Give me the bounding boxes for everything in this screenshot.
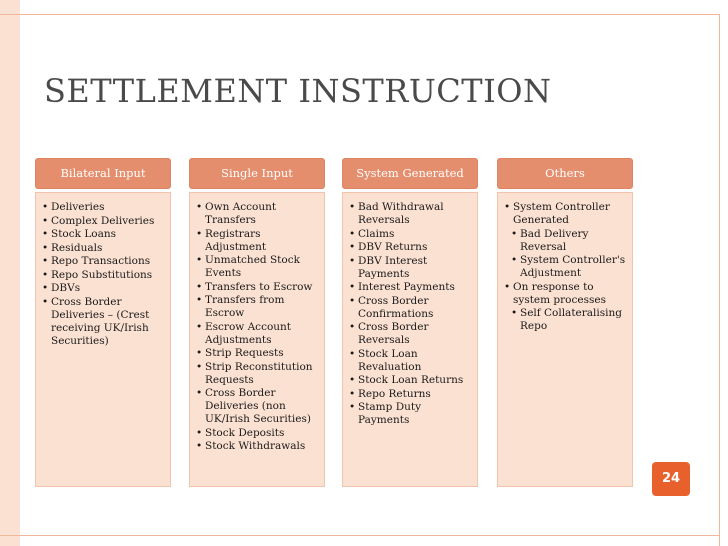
list-item-text: Cross Border Deliveries – (Crest receiving UK/Irish Securities) [51,295,150,347]
list-item-text: Complex Deliveries [51,214,155,227]
list-item-text: Transfers to Escrow [205,280,313,293]
list-item-text: Stock Loan Revaluation [358,347,422,373]
list-item-text: Registrars Adjustment [205,227,267,253]
list-item-text: DBV Interest Payments [358,254,428,280]
list-item-text: Stock Deposits [205,426,285,439]
list-item [349,295,473,321]
bullet-icon: • [42,228,49,240]
bullet-icon: • [349,201,356,213]
list-item [349,374,473,387]
item-list [42,201,166,348]
list-item-text: Bad Withdrawal Reversals [358,201,444,226]
list-item-text: Unmatched Stock Events [205,254,300,279]
list-item-text: On response to system processes [513,280,606,306]
list-item-text: Self Collateralising Repo [520,307,622,332]
bullet-icon: • [349,241,356,253]
bullet-icon: • [196,320,203,333]
bullet-icon: • [196,227,203,240]
column-header: System Generated [342,158,478,189]
list-item [196,228,320,254]
left-decorative-band [0,0,20,546]
list-item [196,440,320,453]
bullet-icon: • [349,281,356,293]
frame-right-line [719,14,720,546]
list-item [42,215,166,228]
bullet-icon: • [504,201,511,213]
list-item-text: Residuals [51,241,103,254]
list-item-text: Escrow Account Adjustments [205,320,292,346]
list-item [349,348,473,374]
bullet-icon: • [511,254,518,266]
bullet-icon: • [42,268,49,281]
bullet-icon: • [349,387,356,400]
list-item [42,255,166,268]
list-item [504,281,628,307]
list-item-text: Cross Border Reversals [358,321,429,346]
bullet-icon: • [511,307,518,319]
list-item-text: Repo Returns [358,387,431,400]
list-item-text: Repo Transactions [51,255,151,267]
list-item-text: Deliveries [51,201,105,213]
list-item-text: Cross Border Deliveries (non UK/Irish Securities) [205,387,311,425]
bullet-icon: • [349,347,356,360]
column-header: Single Input [189,158,325,189]
bullet-icon: • [196,294,203,306]
bullet-icon: • [196,254,203,266]
list-item-text: Cross Border Confirmations [358,294,434,320]
sub-list-item [511,254,628,280]
bullet-icon: • [42,201,49,213]
bullet-icon: • [42,282,49,294]
bullet-icon: • [196,347,203,359]
frame-bottom-line [0,535,720,536]
bullet-icon: • [196,440,203,452]
list-item [349,388,473,401]
bullet-icon: • [196,426,203,439]
bullet-icon: • [349,321,356,333]
list-item [196,387,320,426]
list-item [349,281,473,294]
list-item-text: Strip Reconstitution Requests [205,360,313,386]
bullet-icon: • [42,295,49,308]
list-item-text: System Controller Generated [513,201,610,226]
bullet-icon: • [511,227,518,240]
sub-list-item [511,307,628,333]
bullet-icon: • [349,401,356,413]
list-item-text: DBVs [51,282,81,294]
list-item [42,269,166,282]
list-item-text: Stamp Duty Payments [358,401,422,426]
list-item-text: Stock Loans [51,228,117,240]
list-item [196,254,320,280]
list-item-text: Strip Requests [205,347,284,359]
list-item-text: Own Account Transfers [205,201,277,226]
bullet-icon: • [42,255,49,267]
list-item [196,427,320,440]
list-item [42,296,166,348]
bullet-icon: • [42,241,49,254]
column-panel [342,192,478,487]
item-list [349,201,473,427]
bullet-icon: • [42,214,49,227]
bullet-icon: • [196,201,203,213]
list-item [196,281,320,294]
list-item [196,321,320,347]
list-item-text: Transfers from Escrow [205,294,285,319]
bullet-icon: • [349,374,356,386]
list-item [42,201,166,214]
list-item [196,294,320,320]
list-item [42,228,166,241]
column-bilateral-input [35,158,171,487]
item-list [196,201,320,453]
bullet-icon: • [196,360,203,373]
column-single-input [189,158,325,487]
slide-title: SETTLEMENT INSTRUCTION [44,72,552,110]
list-item-text: Claims [358,227,395,240]
bullet-icon: • [196,387,203,399]
list-item-text: Bad Delivery Reversal [520,227,589,253]
column-header: Bilateral Input [35,158,171,189]
list-item-text: Stock Loan Returns [358,374,464,386]
list-item [349,401,473,427]
sub-list-item [511,228,628,254]
column-system-generated [342,158,478,487]
bullet-icon: • [349,227,356,240]
column-header: Others [497,158,633,189]
list-item [349,241,473,254]
bullet-icon: • [349,294,356,307]
bullet-icon: • [349,254,356,267]
bullet-icon: • [504,280,511,293]
list-item-text: System Controller's Adjustment [520,254,626,279]
list-item [349,228,473,241]
column-panel [35,192,171,487]
frame-top-line [0,14,720,15]
list-item-text: DBV Returns [358,241,428,253]
list-item-text: Interest Payments [358,281,455,293]
list-item-text: Repo Substitutions [51,268,153,281]
list-item [196,361,320,387]
list-item [349,255,473,281]
list-item [504,201,628,227]
list-item [42,282,166,295]
page-number-badge: 24 [652,462,690,496]
list-item [42,242,166,255]
list-item [196,201,320,227]
list-item [196,347,320,360]
item-list [504,201,628,333]
column-panel [497,192,633,487]
list-item [349,321,473,347]
list-item [349,201,473,227]
bullet-icon: • [196,280,203,293]
column-panel [189,192,325,487]
column-others [497,158,633,487]
list-item-text: Stock Withdrawals [205,440,306,452]
